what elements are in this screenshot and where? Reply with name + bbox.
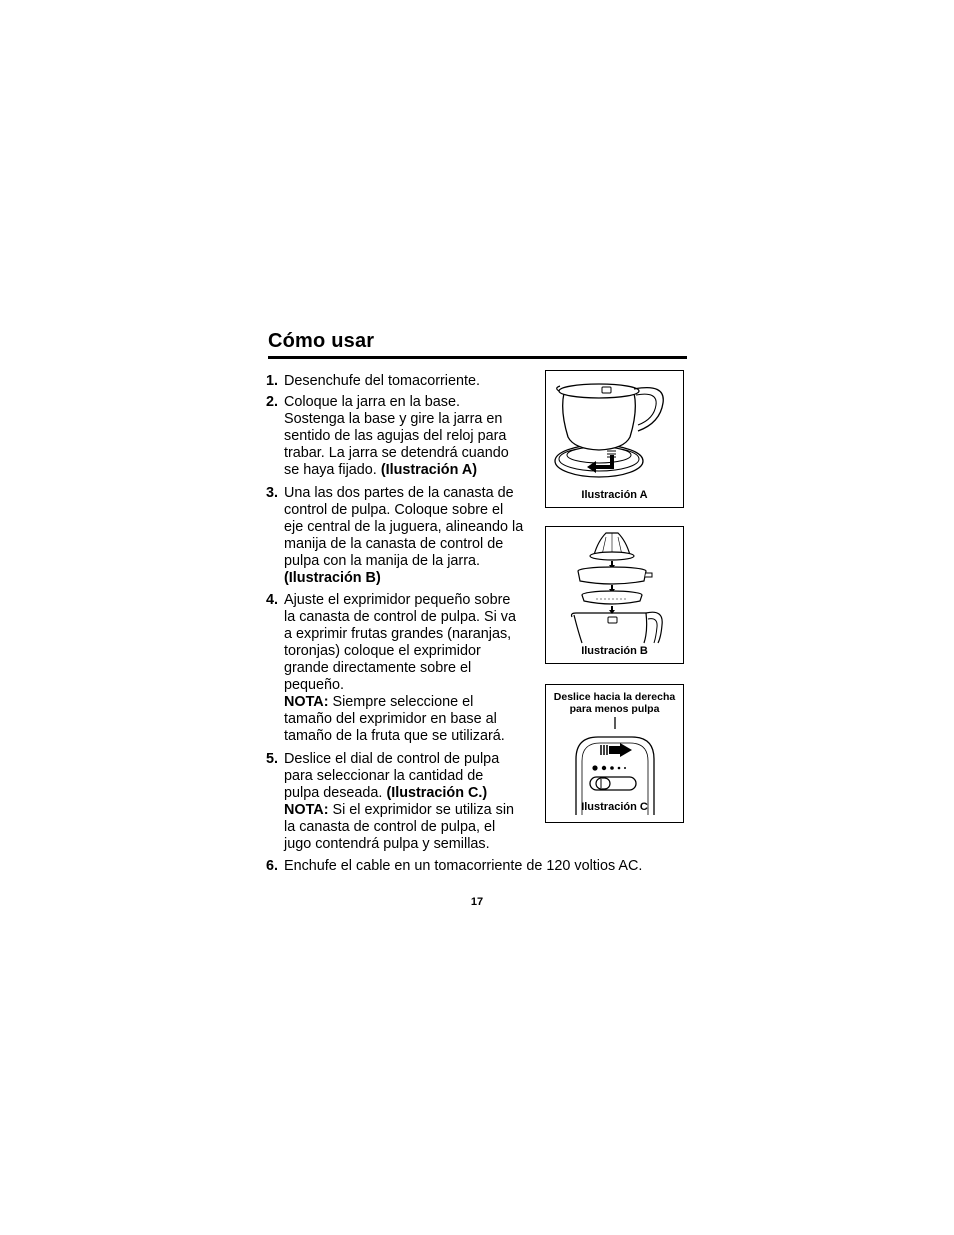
note-label: NOTA: xyxy=(284,694,329,710)
step-number: 2. xyxy=(266,394,279,410)
step-number: 4. xyxy=(266,592,279,608)
step-text: Deslice el dial de control de pulpa para seleccionar la cantidad de pulpa deseada. (Ilustración C.) NOTA: Si el exprimidor se utiliza sin la canasta de control de pulpa, el jugo contendrá pulpa y semillas. xyxy=(284,751,515,852)
step-text: Coloque la jarra en la base. Sostenga la base y gire la jarra en sentido de las agujas del reloj para trabar. La jarra se detendrá cuando se haya fijado. (Ilustración A) xyxy=(284,394,509,478)
step-number: 5. xyxy=(266,751,279,767)
figure-reference: (Ilustración A) xyxy=(380,462,478,478)
title-rule xyxy=(268,356,687,359)
figure-caption: Ilustración B xyxy=(581,645,648,657)
step-text: Enchufe el cable en un tomacorriente de 120 voltios AC. xyxy=(284,858,643,874)
figure-b xyxy=(545,526,684,664)
note-label: NOTA: xyxy=(284,802,329,818)
step-text: Una las dos partes de la canasta de control de pulpa. Coloque sobre el eje central de la juguera, alineando la manija de la canasta de control de pulpa con la manija de la jarra. (Ilustración B) xyxy=(284,485,524,586)
step-number: 1. xyxy=(266,373,279,389)
page-number: 17 xyxy=(470,896,484,908)
figure-reference: (Ilustración B) xyxy=(284,570,381,586)
step-number: 6. xyxy=(266,858,279,874)
figure-c xyxy=(545,684,684,823)
figure-top-caption: Deslice hacia la derecha xyxy=(553,691,676,703)
page-title: Cómo usar xyxy=(268,330,375,352)
figure-top-caption: para menos pulpa xyxy=(569,703,660,715)
step-text: Ajuste el exprimidor pequeño sobre la canasta de control de pulpa. Si va a exprimir frutas grandes (naranjas, toronjas) coloque el exprimidor grande directamente sobre el pequeño. NOTA: Siempre seleccione el tamaño del exprimidor en base al tamaño de la fruta que se utilizará. xyxy=(284,592,516,744)
figure-a xyxy=(545,370,684,508)
figure-caption: Ilustración A xyxy=(581,489,648,501)
step-number: 3. xyxy=(266,485,279,501)
figure-reference: (Ilustración C.) xyxy=(386,785,488,801)
step-text: Desenchufe del tomacorriente. xyxy=(284,373,480,389)
figure-caption: Ilustración C xyxy=(581,801,648,813)
